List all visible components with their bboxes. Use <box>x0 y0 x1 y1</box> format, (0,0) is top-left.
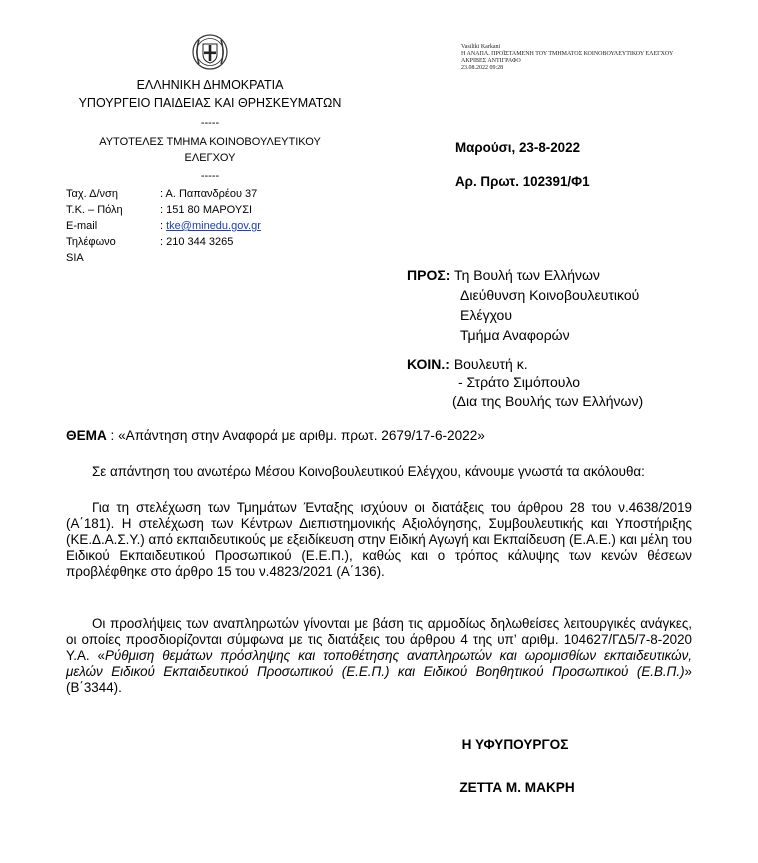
stamp-role: Η ΑΝΑΠΛ. ΠΡΟΪΣΤΑΜΕΝΗ ΤΟΥ ΤΜΗΜΑΤΟΣ ΚΟΙΝΟΒΟΥΛΕΥΤΙΚΟΥ ΕΛΕΓΧΟΥ <box>461 51 674 57</box>
contact-info <box>66 186 261 266</box>
subject-text: : «Απάντηση στην Αναφορά με αριθμ. πρωτ. 2679/17-6-2022» <box>106 428 485 443</box>
body-paragraph-3-italic: Ρύθμιση θεμάτων πρόσληψης και τοποθέτησης αναπληρωτών και ωρομισθίων εκπαιδευτικών, μελών Ειδικού Εκπαιδευτικού Προσωπικού (Ε.Ε.Π.) και Ειδικού Βοηθητικού Προσωπικού (Ε.Β.Π.) <box>66 648 693 679</box>
contact-value: : 210 344 3265 <box>160 236 234 248</box>
contact-label: Τηλέφωνο <box>66 236 116 248</box>
contact-row-postcode <box>66 202 261 218</box>
contact-row-phone <box>66 234 261 250</box>
recipient-line-4: Τμήμα Αναφορών <box>460 327 570 343</box>
recipient-block <box>407 266 600 285</box>
cc-line-2: - Στράτο Σιμόπουλο <box>458 374 581 390</box>
contact-label: E-mail <box>66 220 98 232</box>
letterhead-separator-1: ----- <box>200 117 220 129</box>
contact-row-email <box>66 218 261 234</box>
subject-line <box>66 428 485 443</box>
body-paragraph-3-ending: » (Β΄3344). <box>66 664 692 695</box>
signatory-title: Η ΥΦΥΠΟΥΡΓΟΣ <box>461 737 569 752</box>
contact-value: : Α. Παπανδρέου 37 <box>160 188 258 200</box>
letterhead-line-ministry: ΥΠΟΥΡΓΕΙΟ ΠΑΙΔΕΙΑΣ ΚΑΙ ΘΡΗΣΚΕΥΜΑΤΩΝ <box>78 96 342 110</box>
signatory-name: ΖΕΤΤΑ Μ. ΜΑΚΡΗ <box>459 780 575 795</box>
contact-value-prefix: : <box>160 220 167 232</box>
digital-signature-stamp <box>461 44 673 72</box>
subject-label: ΘΕΜΑ <box>66 428 107 443</box>
recipient-line-3: Ελέγχου <box>460 307 512 323</box>
stamp-certified: ΑΚΡΙΒΕΣ ΑΝΤΙΓΡΑΦΟ <box>461 58 521 64</box>
department-line-1: ΑΥΤΟΤΕΛΕΣ ΤΜΗΜΑ ΚΟΙΝΟΒΟΥΛΕΥΤΙΚΟΥ <box>99 136 321 148</box>
recipient-label: ΠΡΟΣ: <box>407 267 451 283</box>
cc-label: ΚΟΙΝ.: <box>407 356 450 372</box>
stamp-signer: Vasiliki Karkani <box>461 44 501 50</box>
recipient-details <box>460 285 639 345</box>
body-paragraph-1: Σε απάντηση του ανωτέρω Μέσου Κοινοβουλευτικού Ελέγχου, κάνουμε γνωστά τα ακόλουθα: <box>92 464 645 479</box>
contact-value: : 151 80 ΜΑΡΟΥΣΙ <box>160 204 253 216</box>
department-name <box>40 134 380 166</box>
body-paragraph-3-text: Οι προσλήψεις των αναπληρωτών γίνονται με βάση τις αρμοδίως δηλωθείσες λειτουργικές ανάγκες, οι οποίες προσδιορίζονται σύμφωνα με τις διατάξεις του άρθρου 4 της υπ’ αριθμ. 104627/ΓΔ5/7-8-2020 Υ.Α. « <box>66 616 692 663</box>
letterhead-line-republic: ΕΛΛΗΝΙΚΗ ΔΗΜΟΚΡΑΤΙΑ <box>136 78 284 92</box>
greek-coat-of-arms-icon <box>190 32 230 72</box>
cc-details <box>452 373 644 411</box>
cc-block <box>407 356 528 372</box>
department-line-2: ΕΛΕΓΧΟΥ <box>184 152 236 164</box>
document-date: Μαρούσι, 23-8-2022 <box>455 140 581 155</box>
letterhead <box>50 76 370 112</box>
letterhead-separator-2: ----- <box>200 170 220 182</box>
contact-label: Τ.Κ. – Πόλη <box>66 204 123 216</box>
cc-line-3: (Δια της Βουλής των Ελλήνων) <box>452 393 644 409</box>
body-paragraph-3 <box>66 616 692 696</box>
body-paragraph-2: Για τη στελέχωση των Τμημάτων Ένταξης ισχύουν οι διατάξεις του άρθρου 28 του ν.4638/2019 (Α΄181). Η στελέχωση των Κέντρων Διεπιστημονικής Αξιολόγησης, Συμβουλευτικής και Υποστήριξης (ΚΕ.Δ.Α.Σ.Υ.) από εκπαιδευτικούς με εξειδίκευση στην Ειδική Αγωγή και Εκπαίδευση (Ε.Α.Ε.) και μέλη του Ειδικού Εκπαιδευτικού Προσωπικού (Ε.Ε.Π.), καθώς και ο τρόπος κάλυψης των κενών θέσεων προβλέφθηκε στο άρθρο 15 του ν.4823/2021 (Α΄136). <box>66 500 692 579</box>
recipient-line-2: Διεύθυνση Κοινοβουλευτικού <box>460 287 640 303</box>
contact-label: Ταχ. Δ/νση <box>66 188 118 200</box>
contact-label: SIA <box>66 252 84 264</box>
contact-row-address <box>66 186 261 202</box>
recipient-line-1: Τη Βουλή των Ελλήνων <box>454 267 600 283</box>
stamp-timestamp: 23.08.2022 09:28 <box>461 65 504 71</box>
cc-line-1: Βουλευτή κ. <box>453 356 528 372</box>
protocol-number: Αρ. Πρωτ. 102391/Φ1 <box>455 174 590 189</box>
email-link[interactable]: tke@minedu.gov.gr <box>166 220 261 232</box>
contact-row-sia <box>66 250 261 266</box>
